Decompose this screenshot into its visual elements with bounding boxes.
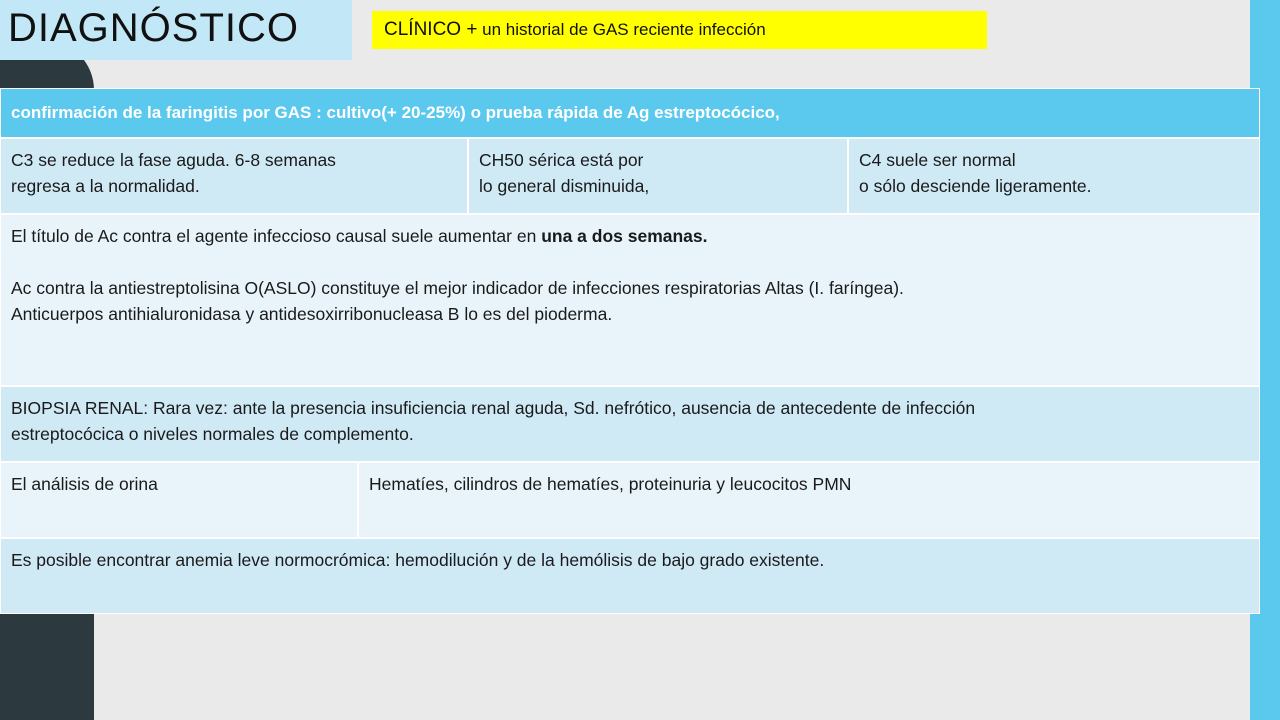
banner-rest: un historial de GAS reciente infección	[477, 20, 766, 39]
banner-lead: CLÍNICO +	[384, 19, 478, 40]
biopsy-line2: estreptocócica o niveles normales de complemento.	[11, 424, 414, 444]
urine-row	[1, 463, 1259, 539]
antibodies-row	[1, 215, 1259, 387]
antibodies-cell	[1, 215, 1259, 385]
anemia-cell: Es posible encontrar anemia leve normocrómica: hemodilución y de la hemólisis de bajo grado existente.	[11, 550, 825, 570]
antibodies-line1-bold: una a dos semanas.	[541, 226, 708, 246]
table-header-row	[1, 89, 1259, 139]
antibodies-line3: Anticuerpos antihialuronidasa y antidesoxirribonucleasa B lo es del pioderma.	[11, 304, 613, 324]
biopsy-cell	[1, 387, 1259, 461]
complement-ch50-line1: CH50 sérica está por	[479, 150, 644, 170]
clinical-banner	[372, 11, 987, 49]
complement-cell-c4	[847, 139, 1259, 213]
anemia-row	[1, 539, 1259, 613]
biopsy-row	[1, 387, 1259, 463]
complement-cell-ch50	[467, 139, 847, 213]
antibodies-line2: Ac contra la antiestreptolisina O(ASLO) constituye el mejor indicador de infecciones respiratorias Altas (I. faríngea).	[11, 278, 904, 298]
complement-c3-line2: regresa a la normalidad.	[11, 176, 200, 196]
title-box	[0, 0, 352, 60]
biopsy-line1: BIOPSIA RENAL: Rara vez: ante la presencia insuficiencia renal aguda, Sd. nefrótico, ausencia de antecedente de infección	[11, 398, 976, 418]
diagnosis-table	[0, 88, 1260, 614]
complement-c4-line2: o sólo desciende ligeramente.	[859, 176, 1092, 196]
urine-label-cell: El análisis de orina	[11, 474, 158, 494]
complement-ch50-line2: lo general disminuida,	[479, 176, 650, 196]
table-header-cell: confirmación de la faringitis por GAS : cultivo(+ 20-25%) o prueba rápida de Ag estreptocócico,	[11, 103, 780, 122]
complement-row	[1, 139, 1259, 215]
paragraph-gap	[11, 249, 1249, 275]
urine-value-cell: Hematíes, cilindros de hematíes, proteinuria y leucocitos PMN	[357, 463, 1259, 537]
slide-title: DIAGNÓSTICO	[8, 6, 300, 50]
antibodies-line1-text: El título de Ac contra el agente infeccioso causal suele aumentar en	[11, 226, 542, 246]
complement-c4-line1: C4 suele ser normal	[859, 150, 1016, 170]
complement-cell-c3	[1, 139, 467, 213]
antibodies-line1	[11, 223, 1249, 249]
complement-c3-line1: C3 se reduce la fase aguda. 6-8 semanas	[11, 150, 336, 170]
